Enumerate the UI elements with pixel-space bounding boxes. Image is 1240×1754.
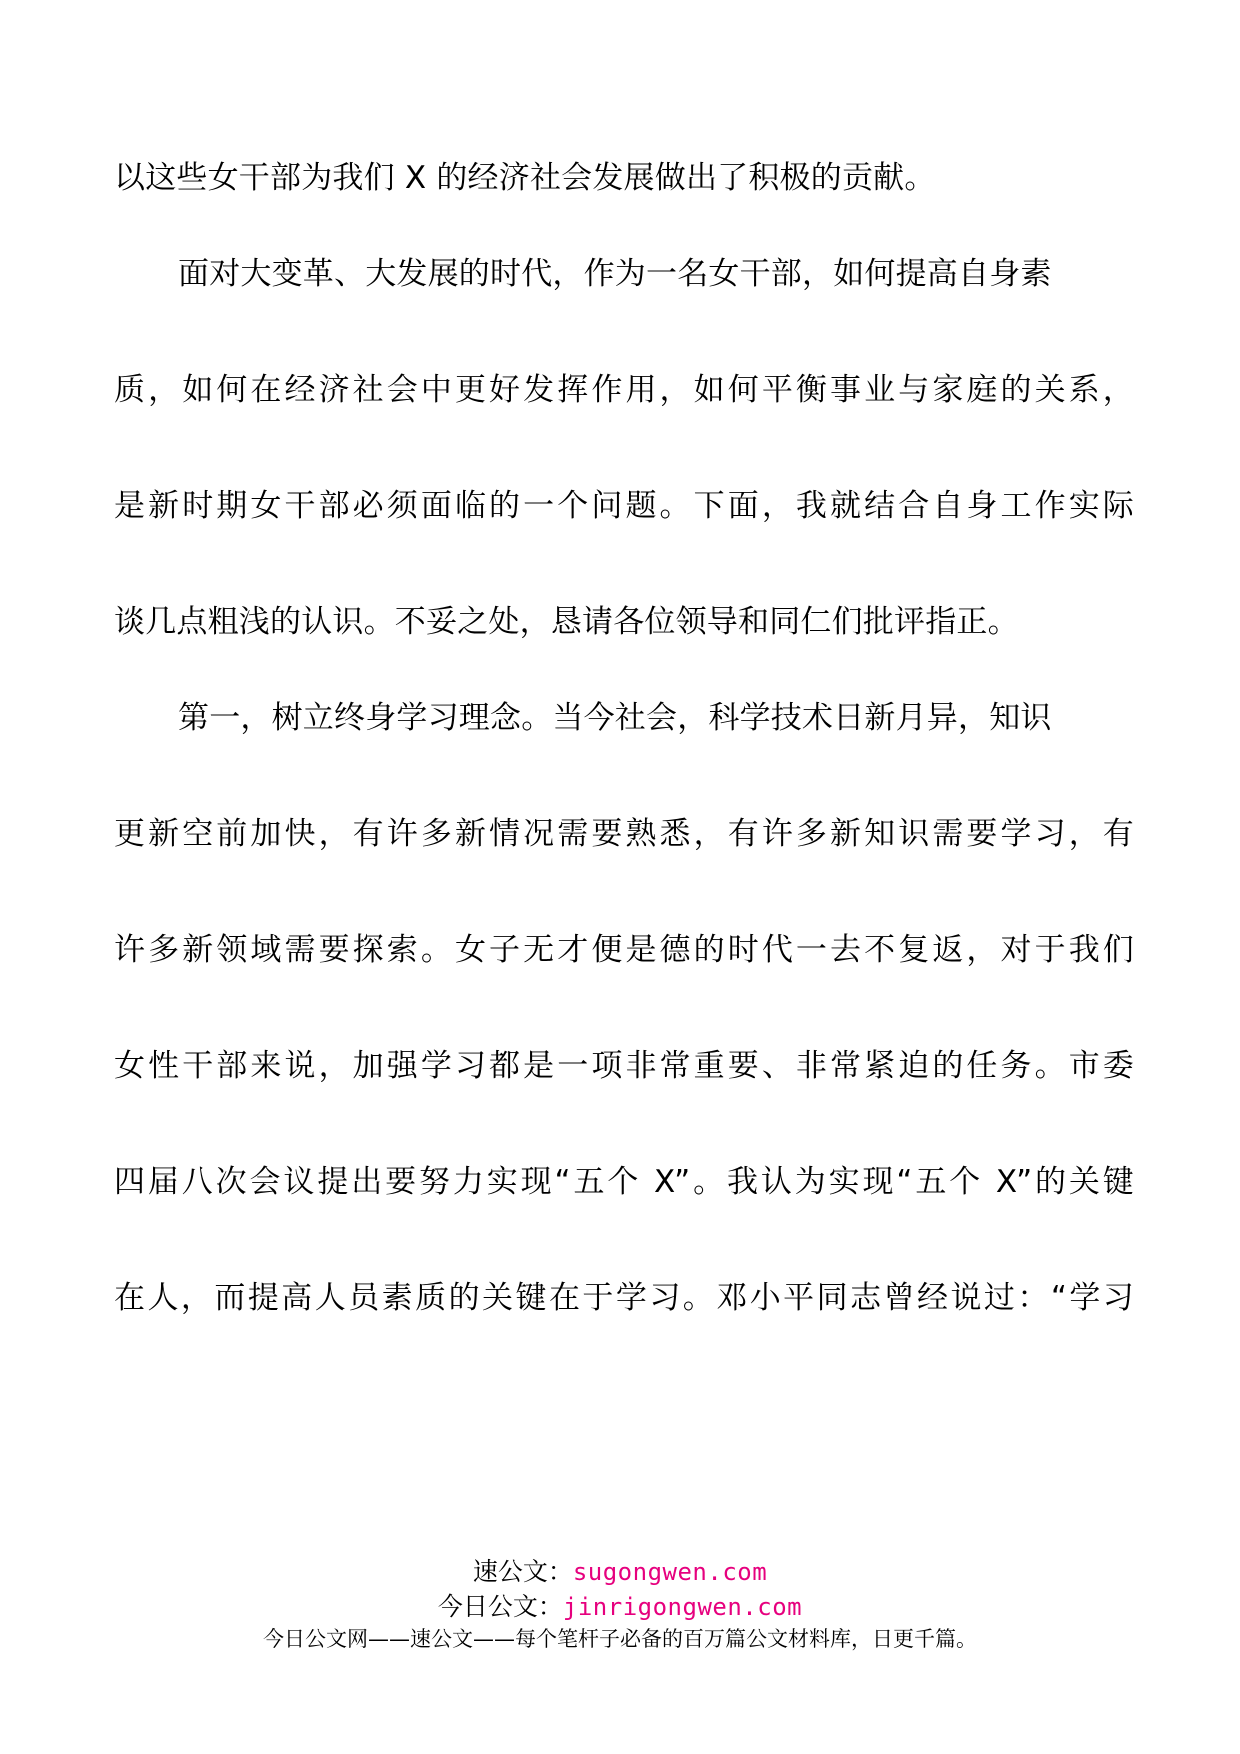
footer-line-jinrigongwen	[0, 1587, 1240, 1623]
text-line: 是新时期女干部必须面临的一个问题。下面，我就结合自身工作实际	[114, 488, 1134, 524]
footer-link-jinrigongwen[interactable]: jinrigongwen.com	[562, 1593, 803, 1621]
text-line: 女性干部来说，加强学习都是一项非常重要、非常紧迫的任务。市委	[114, 1048, 1134, 1084]
footer-label: 速公文：	[472, 1557, 573, 1586]
text-line: 以这些女干部为我们 X 的经济社会发展做出了积极的贡献。	[114, 160, 936, 196]
text-line: 许多新领域需要探索。女子无才便是德的时代一去不复返，对于我们	[114, 932, 1134, 968]
paragraph-start-line: 第一，树立终身学习理念。当今社会，科学技术日新月异，知识	[178, 700, 1052, 736]
footer-tagline: 今日公文网——速公文——每个笔杆子必备的百万篇公文材料库，日更千篇。	[263, 1627, 977, 1651]
footer-line-sugongwen	[0, 1552, 1240, 1588]
text-line: 在人，而提高人员素质的关键在于学习。邓小平同志曾经说过：“学习	[114, 1280, 1134, 1316]
paragraph-start-line: 面对大变革、大发展的时代，作为一名女干部，如何提高自身素	[178, 256, 1052, 292]
text-line: 四届八次会议提出要努力实现“五个 X”。我认为实现“五个 X”的关键	[114, 1164, 1134, 1200]
footer-link-sugongwen[interactable]: sugongwen.com	[572, 1558, 768, 1586]
text-line: 谈几点粗浅的认识。不妥之处，恳请各位领导和同仁们批评指正。	[114, 604, 1019, 640]
footer-label: 今日公文：	[437, 1592, 563, 1621]
text-line: 质，如何在经济社会中更好发挥作用，如何平衡事业与家庭的关系，	[114, 372, 1134, 408]
text-line: 更新空前加快，有许多新情况需要熟悉，有许多新知识需要学习，有	[114, 816, 1134, 852]
